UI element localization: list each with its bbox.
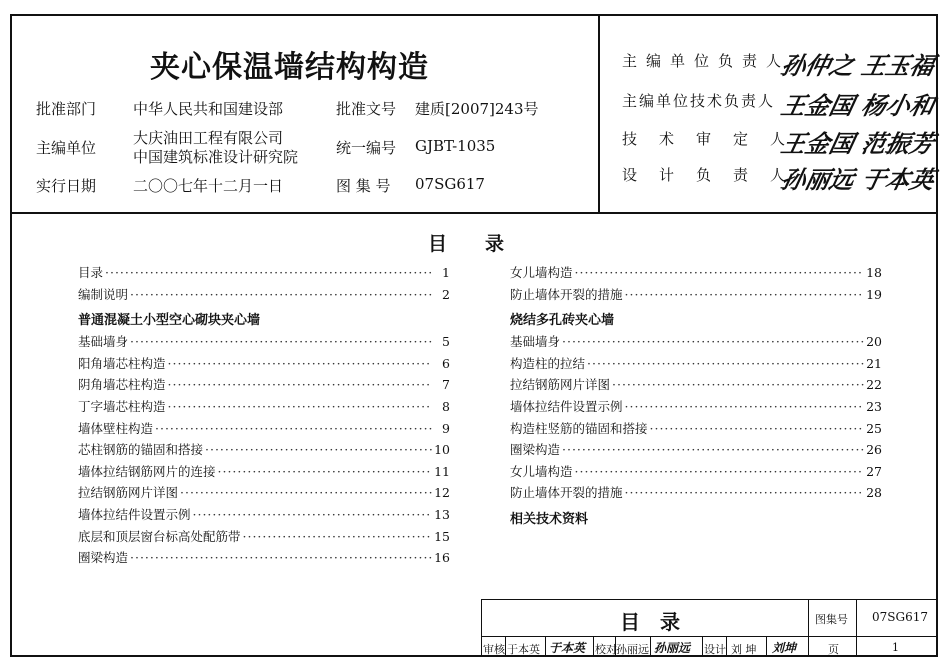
toc-item-label: 圈梁构造 [78,550,129,566]
toc-item-label: 构造柱的拉结 [510,355,586,371]
toc-leader-dots [610,374,864,396]
header-divider [10,212,938,214]
tb-sep-7 [726,636,727,657]
toc-item-label: 编制说明 [78,286,129,302]
signature-role-2: 主编单位技术负责人 [622,92,776,110]
toc-title: 目 录 [428,233,505,255]
toc-item-page: 13 [434,506,450,522]
toc-item-page: 2 [442,286,450,302]
toc-item[interactable] [78,461,450,483]
toc-section-label: 烧结多孔砖夹心墙 [510,313,615,329]
toc-item-page: 7 [442,377,450,393]
toc-section-label: 相关技术资料 [510,511,589,527]
toc-leader-dots [166,353,432,375]
signature-names-2: 王金国 杨小和 [778,91,938,120]
approval-dept-label: 批准部门 [36,100,97,118]
toc-item[interactable] [78,504,450,526]
titleblock-page-label: 页 [828,643,839,656]
signature-names-4: 孙丽远 于本英 [778,165,938,194]
toc-item[interactable] [510,284,882,306]
page-title: 夹心保温墙结构构造 [150,50,429,85]
toc-item-label: 圈梁构造 [510,442,561,458]
toc-item-label: 墙体拉结件设置示例 [78,506,191,522]
toc-item-label: 芯柱钢筋的锚固和搭接 [78,442,204,458]
titleblock-atlas-label: 图集号 [815,613,848,626]
toc-item-label: 阳角墙芯柱构造 [78,355,166,371]
toc-item-page: 26 [866,442,882,458]
tb-sep-8 [766,636,767,657]
toc-leader-dots [166,374,432,396]
toc-item-page: 23 [866,398,882,414]
approval-doc-value: 建质[2007]243号 [415,100,539,118]
toc-item[interactable] [510,353,882,375]
toc-section-label: 普通混凝土小型空心砌块夹心墙 [78,313,261,329]
toc-item-label: 拉结钢筋网片详图 [78,485,179,501]
toc-item-label: 阴角墙芯柱构造 [78,377,166,393]
chief-unit-value-2: 中国建筑标准设计研究院 [133,148,299,166]
toc-right-column [510,262,882,530]
toc-item-page: 9 [442,420,450,436]
toc-section-heading [510,504,882,530]
check-label: 校对 [595,643,617,656]
toc-item-label: 基础墙身 [78,334,129,350]
review-signature: 于本英 [549,641,586,655]
tb-sep-3 [593,636,594,657]
toc-item-label: 女儿墙构造 [510,265,573,280]
toc-item-page: 12 [434,485,450,501]
toc-leader-dots [153,418,432,440]
approval-dept-value: 中华人民共和国建设部 [133,100,284,118]
toc-leader-dots [623,284,864,306]
toc-leader-dots [128,331,432,353]
toc-item[interactable] [78,418,450,440]
titleblock-page-value: 1 [892,641,899,654]
review-name: 于本英 [507,643,540,656]
toc-item-label: 墙体拉结件设置示例 [510,398,623,414]
toc-section-heading [78,305,450,331]
toc-leader-dots [648,418,864,440]
toc-item-label: 拉结钢筋网片详图 [510,377,611,393]
check-signature: 孙丽远 [654,641,691,655]
toc-leader-dots [623,482,864,504]
toc-item[interactable] [510,331,882,353]
toc-item-page: 16 [434,550,450,566]
toc-section-heading [510,305,882,331]
toc-item-page: 6 [442,355,450,371]
toc-item[interactable] [78,439,450,461]
toc-item[interactable] [78,374,450,396]
toc-item-page: 21 [866,355,882,371]
titleblock-title: 目 录 [620,610,680,634]
toc-item[interactable] [510,396,882,418]
signature-names-3: 王金国 范振芳 [778,129,938,158]
toc-leader-dots [128,547,432,569]
toc-item[interactable] [78,331,450,353]
toc-item-label: 底层和顶层窗台标高处配筋带 [78,528,241,544]
toc-leader-dots [203,439,432,461]
design-name: 刘 坤 [731,643,757,656]
design-signature: 刘坤 [772,641,797,655]
toc-leader-dots [128,284,432,306]
toc-item-page: 1 [442,265,450,280]
toc-leader-dots [560,439,864,461]
toc-item-page: 20 [866,334,882,350]
toc-item-page: 27 [866,463,882,479]
toc-item-page: 8 [442,398,450,414]
toc-leader-dots [623,396,864,418]
tb-sep-1 [505,636,506,657]
atlas-no-value: 07SG617 [415,175,485,193]
toc-item[interactable] [78,482,450,504]
tb-sep-5 [650,636,651,657]
effective-date-value: 二〇〇七年十二月一日 [133,177,284,195]
toc-item-page: 15 [434,528,450,544]
toc-item-page: 25 [866,420,882,436]
toc-item[interactable] [78,547,450,569]
signature-role-1: 主编单位负责人 [622,52,791,70]
toc-item[interactable] [510,374,882,396]
toc-item-page: 22 [866,377,882,393]
titleblock-line-b [856,599,857,657]
toc-leader-dots [560,331,864,353]
toc-item-label: 防止墙体开裂的措施 [510,485,623,501]
titleblock-top-line [481,599,938,600]
toc-leader-dots [573,461,864,483]
toc-item-page: 10 [434,442,450,458]
titleblock-atlas-value: 07SG617 [872,610,928,624]
toc-item-label: 女儿墙构造 [510,463,573,479]
toc-leader-dots [178,482,432,504]
unified-no-value: GJBT-1035 [415,137,496,155]
toc-item[interactable] [78,396,450,418]
toc-item-page: 18 [866,265,882,280]
signature-role-3: 技术审定人 [622,130,808,148]
toc-leader-dots [166,396,432,418]
check-name: 孙丽远 [616,643,649,656]
chief-unit-value-1: 大庆油田工程有限公司 [133,129,284,147]
toc-leader-dots [216,461,432,483]
toc-item-page: 11 [434,463,450,479]
toc-item-label: 丁字墙芯柱构造 [78,398,166,414]
toc-item-label: 目录 [78,265,104,280]
toc-item[interactable] [510,262,882,284]
atlas-no-label: 图 集 号 [336,177,391,195]
titleblock-mid-line [481,636,938,637]
design-label: 设计 [704,643,726,656]
toc-item-label: 墙体拉结钢筋网片的连接 [78,463,216,479]
toc-leader-dots [585,353,864,375]
toc-leader-dots [573,262,864,284]
titleblock-line-a [808,599,809,657]
toc-item-label: 防止墙体开裂的措施 [510,286,623,302]
chief-unit-label: 主编单位 [36,139,97,157]
toc-item-label: 构造柱竖筋的锚固和搭接 [510,420,648,436]
toc-item-page: 5 [442,334,450,350]
unified-no-label: 统一编号 [336,139,397,157]
approval-doc-label: 批准文号 [336,100,397,118]
toc-leader-dots [241,526,432,548]
titleblock-left-line [481,599,482,657]
toc-item[interactable] [78,526,450,548]
toc-item[interactable] [510,482,882,504]
toc-item[interactable] [78,353,450,375]
effective-date-label: 实行日期 [36,177,97,195]
signature-role-4: 设计负责人 [622,166,808,184]
toc-item[interactable] [510,439,882,461]
toc-item-page: 28 [866,485,882,501]
review-label: 审核 [483,643,505,656]
toc-item-label: 基础墙身 [510,334,561,350]
toc-item[interactable] [78,284,450,306]
toc-item-page: 19 [866,286,882,302]
tb-sep-2 [545,636,546,657]
toc-leader-dots [191,504,432,526]
header-vertical-divider [598,14,600,213]
tb-sep-6 [702,636,703,657]
toc-item[interactable] [510,418,882,440]
toc-left-column [78,262,450,569]
signature-names-1: 孙仲之 王玉福 [778,51,938,80]
toc-item-label: 墙体壁柱构造 [78,420,154,436]
toc-item[interactable] [510,461,882,483]
toc-leader-dots [103,262,432,284]
toc-item[interactable] [78,262,450,284]
